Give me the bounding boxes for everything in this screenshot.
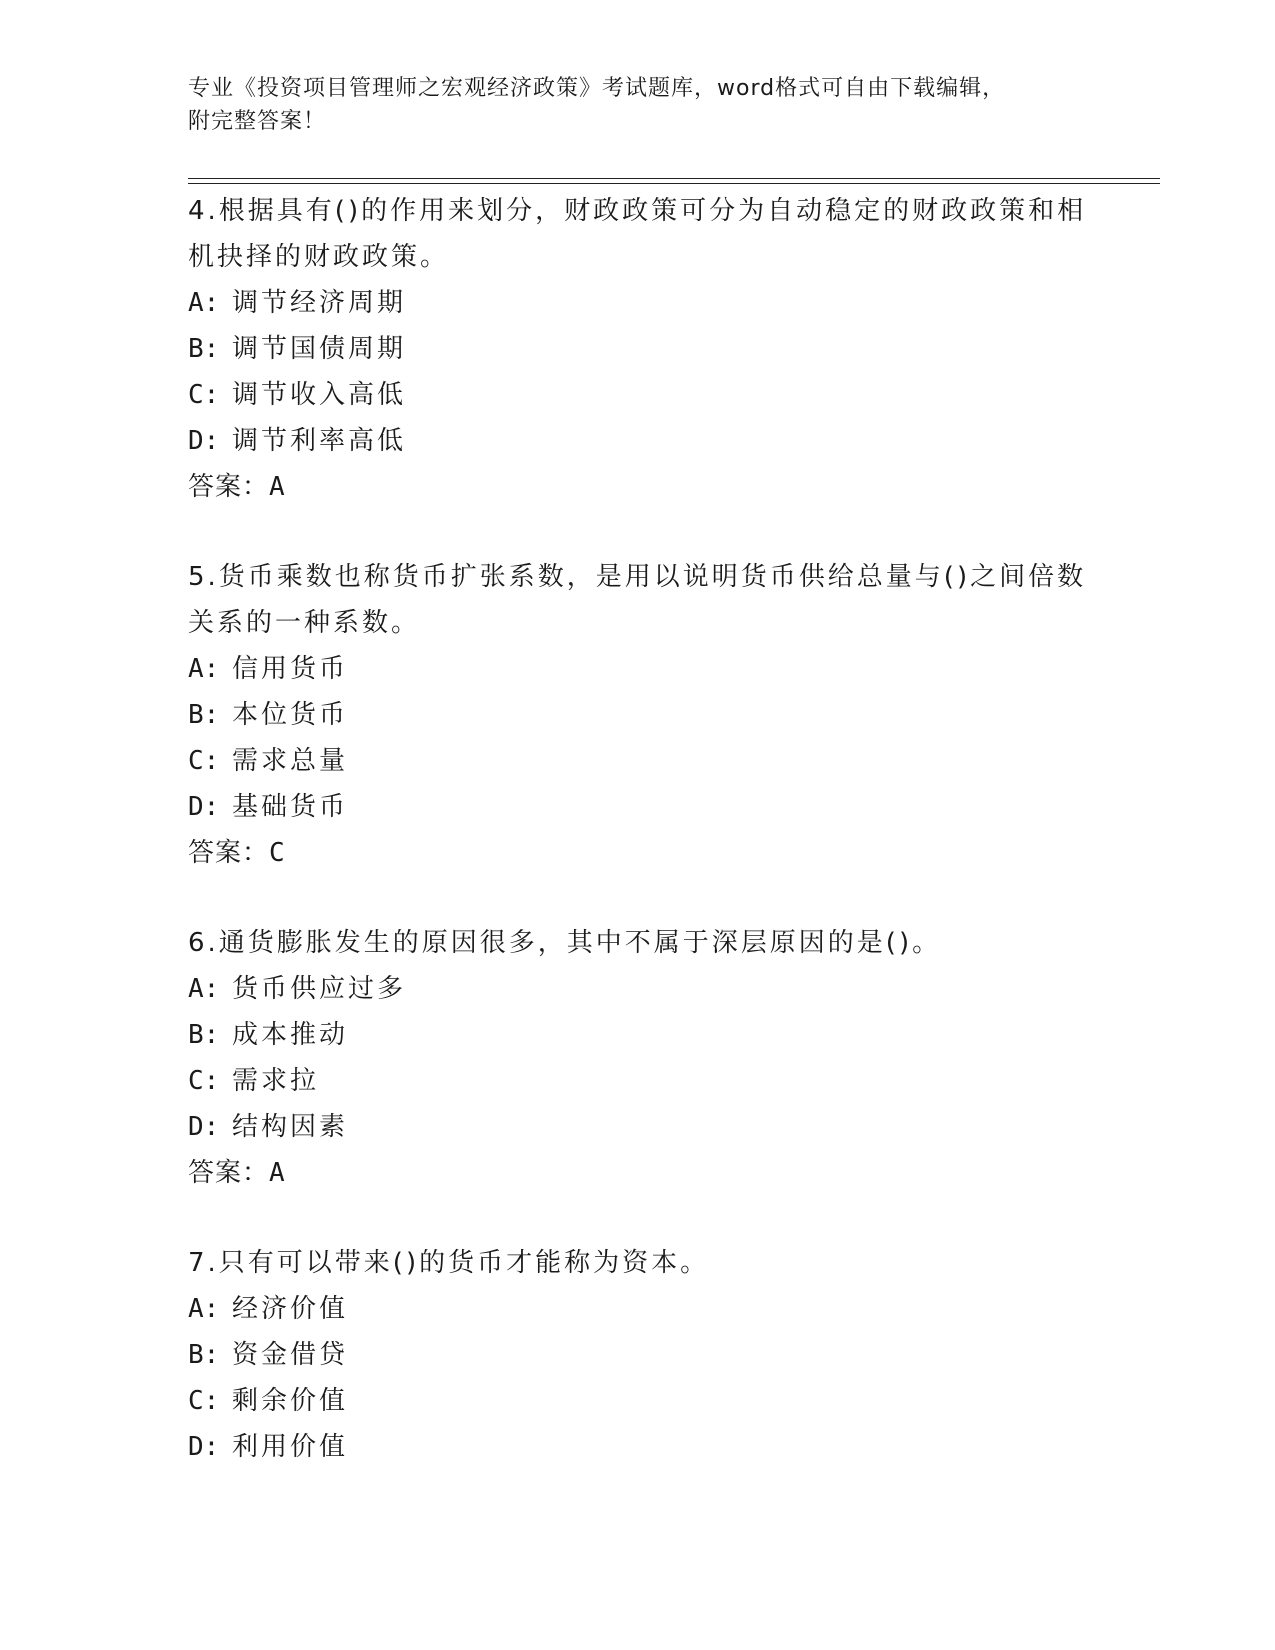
question-7 xyxy=(188,1240,1088,1470)
option-text: 货币供应过多 xyxy=(232,974,407,1004)
question-list xyxy=(188,188,1088,1470)
option-b xyxy=(188,692,1088,738)
option-letter: B: xyxy=(188,1340,220,1370)
option-d xyxy=(188,1424,1088,1470)
option-text: 利用价值 xyxy=(232,1432,349,1462)
option-letter: A: xyxy=(188,974,220,1004)
question-4 xyxy=(188,188,1088,510)
option-text: 需求总量 xyxy=(232,746,349,776)
option-a xyxy=(188,646,1088,692)
option-text: 资金借贷 xyxy=(232,1340,349,1370)
header-line-1: 专业《投资项目管理师之宏观经济政策》考试题库，word格式可自由下载编辑， xyxy=(188,76,1006,101)
option-c xyxy=(188,1378,1088,1424)
header-rule-top xyxy=(188,178,1160,179)
option-text: 本位货币 xyxy=(232,700,349,730)
question-stem: 6.通货膨胀发生的原因很多，其中不属于深层原因的是()。 xyxy=(188,928,942,958)
option-d xyxy=(188,418,1088,464)
answer-line xyxy=(188,464,1088,510)
option-letter: C: xyxy=(188,1066,220,1096)
answer-label: 答案： xyxy=(188,1158,270,1188)
option-d xyxy=(188,1104,1088,1150)
answer-label: 答案： xyxy=(188,472,270,502)
option-c xyxy=(188,372,1088,418)
option-text: 需求拉 xyxy=(232,1066,320,1096)
option-letter: C: xyxy=(188,1386,220,1416)
answer-line xyxy=(188,1150,1088,1196)
document-header xyxy=(188,72,1088,138)
option-text: 调节利率高低 xyxy=(232,426,407,456)
option-letter: D: xyxy=(188,1112,220,1142)
option-text: 调节国债周期 xyxy=(232,334,407,364)
option-letter: D: xyxy=(188,1432,220,1462)
option-b xyxy=(188,326,1088,372)
option-text: 调节经济周期 xyxy=(232,288,407,318)
question-spacer xyxy=(188,510,1088,554)
option-a xyxy=(188,966,1088,1012)
question-5 xyxy=(188,554,1088,876)
option-b xyxy=(188,1012,1088,1058)
question-spacer xyxy=(188,876,1088,920)
option-a xyxy=(188,1286,1088,1332)
option-text: 剩余价值 xyxy=(232,1386,349,1416)
answer-value: A xyxy=(269,472,286,502)
question-stem: 7.只有可以带来()的货币才能称为资本。 xyxy=(188,1248,710,1278)
option-letter: B: xyxy=(188,334,220,364)
question-spacer xyxy=(188,1196,1088,1240)
option-text: 结构因素 xyxy=(232,1112,349,1142)
answer-label: 答案： xyxy=(188,838,270,868)
header-rule-bottom xyxy=(188,183,1160,184)
header-line-2: 附完整答案！ xyxy=(188,109,327,134)
option-letter: C: xyxy=(188,746,220,776)
option-letter: A: xyxy=(188,1294,220,1324)
option-letter: D: xyxy=(188,426,220,456)
option-text: 调节收入高低 xyxy=(232,380,407,410)
option-text: 经济价值 xyxy=(232,1294,349,1324)
option-c xyxy=(188,1058,1088,1104)
option-letter: A: xyxy=(188,654,220,684)
option-letter: A: xyxy=(188,288,220,318)
option-letter: B: xyxy=(188,1020,220,1050)
option-d xyxy=(188,784,1088,830)
option-text: 信用货币 xyxy=(232,654,349,684)
question-stem: 5.货币乘数也称货币扩张系数，是用以说明货币供给总量与()之间倍数关系的一种系数。 xyxy=(188,562,1087,638)
answer-line xyxy=(188,830,1088,876)
option-c xyxy=(188,738,1088,784)
option-b xyxy=(188,1332,1088,1378)
option-letter: B: xyxy=(188,700,220,730)
question-6 xyxy=(188,920,1088,1196)
answer-value: C xyxy=(269,838,286,868)
option-letter: C: xyxy=(188,380,220,410)
answer-value: A xyxy=(269,1158,286,1188)
option-a xyxy=(188,280,1088,326)
question-stem: 4.根据具有()的作用来划分，财政政策可分为自动稳定的财政政策和相机抉择的财政政策。 xyxy=(188,196,1087,272)
option-letter: D: xyxy=(188,792,220,822)
option-text: 基础货币 xyxy=(232,792,349,822)
option-text: 成本推动 xyxy=(232,1020,349,1050)
